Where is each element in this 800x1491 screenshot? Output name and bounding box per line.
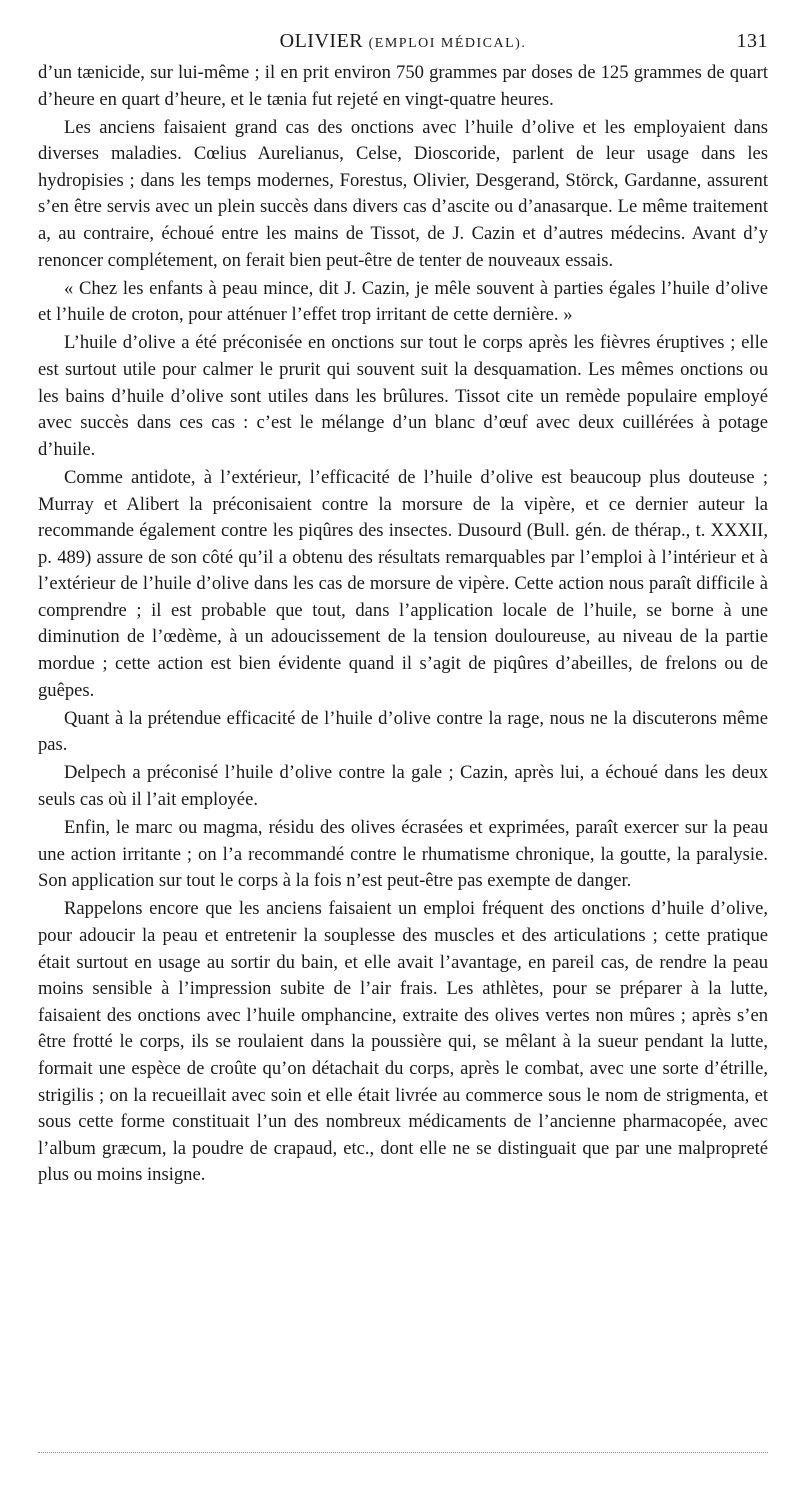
page — [38, 30, 768, 1190]
running-header — [38, 30, 768, 60]
paragraph: Delpech a préconisé l’huile d’olive contre la gale ; Cazin, après lui, a échoué dans les deux seuls cas où il l’ait employée. — [38, 762, 768, 811]
body-text — [38, 60, 768, 1189]
running-title — [280, 30, 527, 53]
paragraph: « Chez les enfants à peau mince, dit J. Cazin, je mêle souvent à parties égales l’huile d’olive et l’huile de croton, pour atténuer l’effet trop irritant de cette dernière. » — [38, 277, 768, 326]
paragraph-continued: d’un tænicide, sur lui-même ; il en prit environ 750 grammes par doses de 125 grammes de quart d’heure en quart d’heure, et le tænia fut rejeté en vingt-quatre heures. — [38, 62, 768, 110]
running-title-sub: (EMPLOI MÉDICAL). — [368, 36, 527, 51]
running-title-main: OLIVIER — [279, 30, 364, 52]
paragraph: Les anciens faisaient grand cas des onctions avec l’huile d’olive et les employaient dans diverses maladies. Cœlius Aurelianus, Celse, Dioscoride, parlent de leur usage dans les hydropisies ; dans les temps modernes, Forestus, Olivier, Desgerand, Störck, Gardanne, assurent s’en être servis avec un plein succès dans divers cas d’ascite ou d’anasarque. Le même traitement a, au contraire, échoué entre les mains de Tissot, de J. Cazin et d’autres médecins. Avant d’y renoncer complétement, on ferait bien peut-être de tenter de nouveaux essais. — [38, 116, 768, 271]
paragraph: Enfin, le marc ou magma, résidu des olives écrasées et exprimées, paraît exercer sur la peau une action irritante ; on l’a recommandé contre le rhumatisme chronique, la goutte, la paralysie. Son application sur tout le corps à la fois n’est peut-être pas exempte de danger. — [38, 817, 768, 892]
paragraph: L’huile d’olive a été préconisée en onctions sur tout le corps après les fièvres éruptives ; elle est surtout utile pour calmer le prurit qui souvent suit la desquamation. Les mêmes onctions ou les bains d’huile d’olive sont utiles dans les brûlures. Tissot cite un remède populaire employé avec succès dans ces cas : c’est le mélange d’un blanc d’œuf avec deux cuillérées à potage d’huile. — [38, 332, 768, 460]
footer-dotted-rule — [38, 1452, 768, 1453]
paragraph: Quant à la prétendue efficacité de l’huile d’olive contre la rage, nous ne la discuterons même pas. — [38, 707, 768, 756]
paragraph: Rappelons encore que les anciens faisaient un emploi fréquent des onctions d’huile d’olive, pour adoucir la peau et entretenir la souplesse des muscles et des articulations ; cette pratique était surtout en usage au sortir du bain, et elle avait l’avantage, en pareil cas, de rendre la peau moins sensible à l’impression subite de l’air frais. Les athlètes, pour se préparer à la lutte, faisaient des onctions avec l’huile omphancine, extraite des olives vertes non mûres ; après s’en être frotté le corps, ils se roulaient dans la poussière qui, se mêlant à la sueur pendant la lutte, formait une espèce de croûte qu’on détachait du corps, après le combat, avec une sorte d’étrille, strigilis ; on la recueillait avec soin et elle était livrée au commerce sous le nom de strigmenta, et sous cette forme constituait l’un des nombreux médicaments de l’ancienne pharmacopée, avec l’album græcum, la poudre de crapaud, etc., dont elle ne se distinguait que par une malpropreté plus ou moins insigne. — [38, 898, 768, 1186]
paragraph: Comme antidote, à l’extérieur, l’efficacité de l’huile d’olive est beaucoup plus douteuse ; Murray et Alibert la préconisaient contre la morsure de la vipère, et ce dernier auteur la recommande également contre les piqûres des insectes. Dusourd (Bull. gén. de thérap., t. XXXII, p. 489) assure de son côté qu’il a obtenu des résultats remarquables par l’emploi à l’intérieur et à l’extérieur de l’huile d’olive dans les cas de morsure de vipère. Cette action nous paraît difficile à comprendre ; il est probable que tout, dans l’application locale de l’huile, se borne à une diminution de l’œdème, à un adoucissement de la tension douloureuse, au niveau de la partie mordue ; cette action est bien évidente quand il s’agit de piqûres d’abeilles, de frelons ou de guêpes. — [38, 466, 768, 701]
page-number: 131 — [736, 30, 768, 52]
